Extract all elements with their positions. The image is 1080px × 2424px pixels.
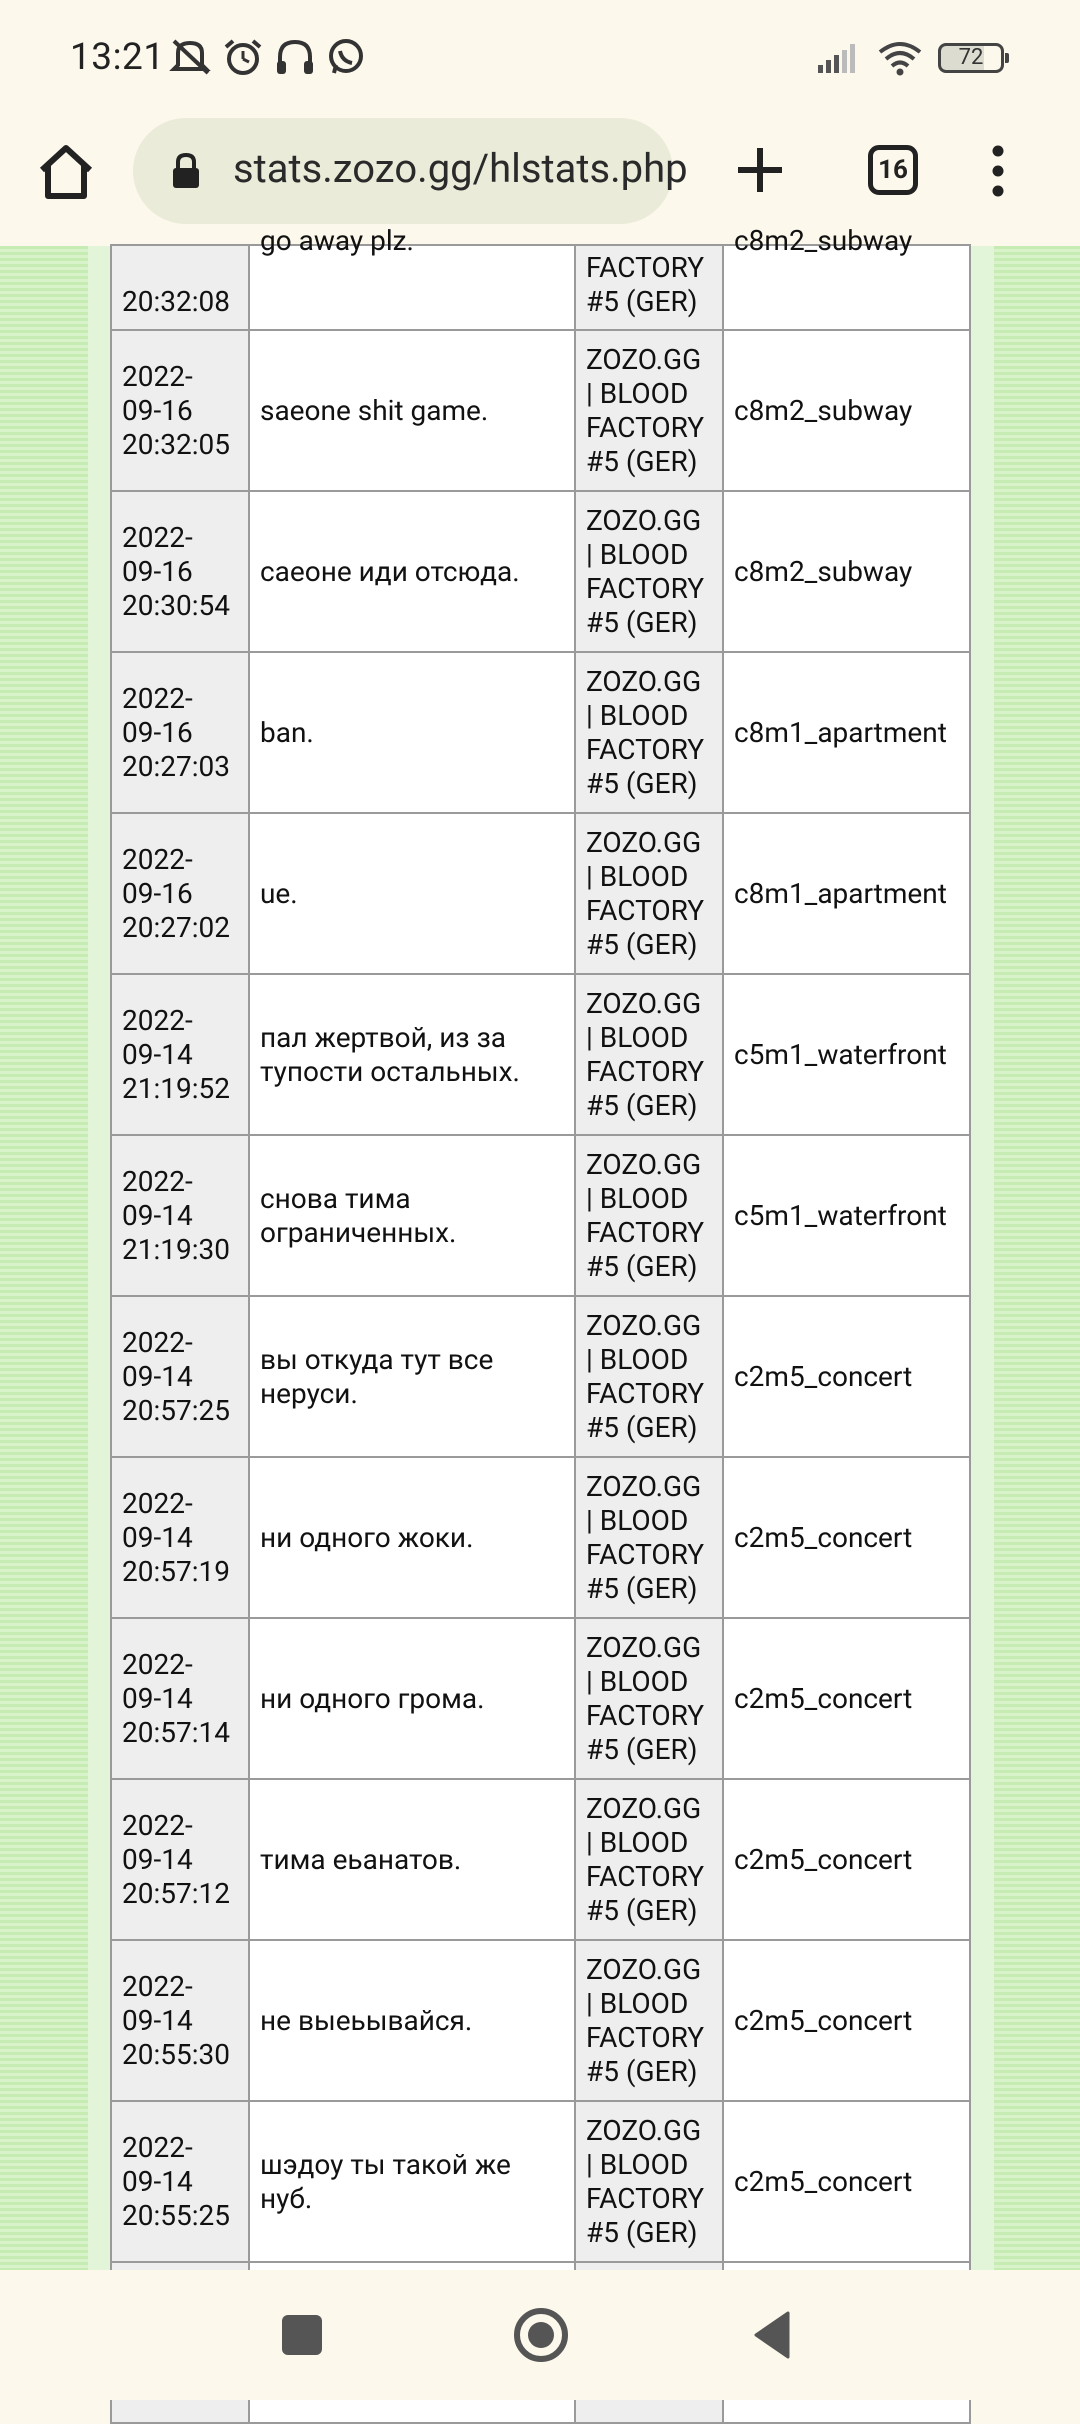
map-cell <box>723 1940 970 2101</box>
message-text: вы откуда тут все неруси. <box>260 1342 494 1410</box>
tabs-icon[interactable] <box>868 145 918 195</box>
date-line: 09-16 <box>122 876 193 910</box>
map-text: c2m5_concert <box>734 2003 913 2037</box>
date-cell <box>111 1135 249 1296</box>
notification-icons <box>168 37 366 77</box>
recents-icon[interactable] <box>282 2315 322 2355</box>
map-cell <box>723 1135 970 1296</box>
date-line: 2022- <box>122 1486 193 1520</box>
message-text: не выеьывайся. <box>260 2003 473 2037</box>
server-text: ZOZO.GG | BLOOD FACTORY #5 (GER) <box>586 342 705 478</box>
home-icon[interactable] <box>34 140 98 204</box>
table-row <box>111 245 970 330</box>
signal-icon <box>816 41 862 75</box>
map-cell <box>723 491 970 652</box>
message-cell <box>249 1618 575 1779</box>
message-text: тима еьанатов. <box>260 1842 462 1876</box>
table-row <box>111 1940 970 2101</box>
date-line: 2022- <box>122 359 193 393</box>
map-cell <box>723 330 970 491</box>
time-line: 20:57:12 <box>122 1876 230 1910</box>
table-row <box>111 974 970 1135</box>
system-icons <box>816 40 1004 76</box>
date-line: 09-14 <box>122 1037 193 1071</box>
date-line: 2022- <box>122 2130 193 2164</box>
date-line: 09-14 <box>122 2003 193 2037</box>
server-cell <box>575 813 723 974</box>
time-line: 20:30:54 <box>122 588 230 622</box>
system-nav-bar <box>0 2270 1080 2400</box>
map-cell <box>723 1457 970 1618</box>
map-cell <box>723 224 970 330</box>
map-text: c5m1_waterfront <box>734 1037 947 1071</box>
battery-icon <box>938 43 1004 73</box>
message-text: снова тима ограниченных. <box>260 1181 457 1249</box>
server-cell <box>575 652 723 813</box>
server-text: ZOZO.GG | BLOOD FACTORY #5 (GER) <box>586 2113 705 2249</box>
map-text: c5m1_waterfront <box>734 1198 947 1232</box>
table-row <box>111 2101 970 2262</box>
message-text: go away plz. <box>260 224 414 257</box>
whatsapp-icon <box>326 37 366 77</box>
table-row <box>111 1457 970 1618</box>
date-line: 2022- <box>122 1325 193 1359</box>
message-cell <box>249 224 575 330</box>
address-bar[interactable] <box>133 118 688 224</box>
battery-level: 72 <box>958 45 984 70</box>
chat-log-table <box>110 224 971 2424</box>
map-cell <box>723 1296 970 1457</box>
date-line: 2022- <box>122 1808 193 1842</box>
tab-count: 16 <box>878 155 908 185</box>
wifi-icon <box>876 40 924 76</box>
date-line: 09-14 <box>122 1842 193 1876</box>
date-line: 09-14 <box>122 1520 193 1554</box>
date-line: 09-16 <box>122 393 193 427</box>
table-row <box>111 330 970 491</box>
date-cell <box>111 1618 249 1779</box>
date-cell <box>111 491 249 652</box>
server-cell <box>575 2101 723 2262</box>
date-cell <box>111 974 249 1135</box>
message-cell <box>249 974 575 1135</box>
message-text: саеоне иди отсюда. <box>260 554 520 588</box>
map-text: c8m2_subway <box>734 393 913 427</box>
server-text: ZOZO.GG | BLOOD FACTORY #5 (GER) <box>586 1952 705 2088</box>
date-line: 09-14 <box>122 1681 193 1715</box>
message-cell <box>249 330 575 491</box>
back-icon[interactable] <box>752 2310 792 2360</box>
map-cell <box>723 2101 970 2262</box>
message-cell <box>249 813 575 974</box>
server-text: ZOZO.GG | BLOOD FACTORY #5 (GER) <box>586 1791 705 1927</box>
message-text: ue. <box>260 876 298 910</box>
server-text: ZOZO.GG | BLOOD FACTORY #5 (GER) <box>586 503 705 639</box>
message-cell <box>249 491 575 652</box>
table-row <box>111 813 970 974</box>
message-text: ни одного жоки. <box>260 1520 474 1554</box>
table-row <box>111 1618 970 1779</box>
map-text: c8m1_apartment <box>734 876 947 910</box>
message-cell <box>249 1779 575 1940</box>
date-line: 2022- <box>122 520 193 554</box>
time-line: 21:19:52 <box>122 1071 230 1105</box>
server-cell <box>575 1296 723 1457</box>
message-text: пал жертвой, из за тупости остальных. <box>260 1020 520 1088</box>
server-cell <box>575 1457 723 1618</box>
date-cell <box>111 1940 249 2101</box>
time-line: 20:32:05 <box>122 427 230 461</box>
lock-icon[interactable] <box>171 152 201 190</box>
map-text: c8m2_subway <box>734 554 913 588</box>
message-text: шэдоу ты такой же нуб. <box>260 2147 511 2215</box>
date-line: 09-16 <box>122 715 193 749</box>
message-cell <box>249 652 575 813</box>
server-cell <box>575 245 723 330</box>
server-text: ZOZO.GG | BLOOD FACTORY #5 (GER) <box>586 1308 705 1444</box>
server-text: ZOZO.GG | BLOOD FACTORY #5 (GER) <box>586 986 705 1122</box>
date-line: 09-14 <box>122 1359 193 1393</box>
alarm-icon <box>222 37 264 77</box>
server-cell <box>575 491 723 652</box>
server-text: ZOZO.GG | BLOOD FACTORY #5 (GER) <box>586 664 705 800</box>
server-cell <box>575 1940 723 2101</box>
server-text: ZOZO.GG | BLOOD FACTORY #5 (GER) <box>586 1630 705 1766</box>
map-cell <box>723 1618 970 1779</box>
map-text: c2m5_concert <box>734 1842 913 1876</box>
server-cell <box>575 974 723 1135</box>
table-row <box>111 1135 970 1296</box>
url-text[interactable]: stats.zozo.gg/hlstats.php <box>233 145 688 192</box>
table-row <box>111 1779 970 1940</box>
date-cell <box>111 330 249 491</box>
page-content[interactable] <box>0 224 1080 2270</box>
message-cell <box>249 1457 575 1618</box>
message-cell <box>249 2101 575 2262</box>
server-text: ZOZO.GG | BLOOD FACTORY #5 (GER) <box>586 1469 705 1605</box>
time-line: 20:55:25 <box>122 2198 230 2232</box>
date-text: 20:32:08 <box>122 285 230 318</box>
time-line: 20:57:25 <box>122 1393 230 1427</box>
message-cell <box>249 1940 575 2101</box>
server-text: ZOZO.GG | BLOOD FACTORY #5 (GER) <box>586 1147 705 1283</box>
map-cell <box>723 974 970 1135</box>
message-cell <box>249 1135 575 1296</box>
map-text: c8m2_subway <box>734 224 913 257</box>
server-text: FACTORY #5 (GER) <box>586 251 705 318</box>
date-line: 09-14 <box>122 1198 193 1232</box>
date-line: 2022- <box>122 681 193 715</box>
map-text: c2m5_concert <box>734 1359 913 1393</box>
date-cell <box>111 1779 249 1940</box>
time-line: 20:27:02 <box>122 910 230 944</box>
time-line: 21:19:30 <box>122 1232 230 1266</box>
time-line: 20:57:19 <box>122 1554 230 1588</box>
map-text: c2m5_concert <box>734 1520 913 1554</box>
home-circle-icon[interactable] <box>512 2306 570 2364</box>
map-cell <box>723 652 970 813</box>
server-text: ZOZO.GG | BLOOD FACTORY #5 (GER) <box>586 825 705 961</box>
status-bar <box>0 0 1080 118</box>
map-text: c2m5_concert <box>734 2164 913 2198</box>
date-line: 2022- <box>122 1003 193 1037</box>
map-cell <box>723 1779 970 1940</box>
time-line: 20:27:03 <box>122 749 230 783</box>
date-cell <box>111 1457 249 1618</box>
table-row <box>111 491 970 652</box>
server-cell <box>575 1618 723 1779</box>
date-line: 2022- <box>122 1647 193 1681</box>
map-cell <box>723 813 970 974</box>
headphones-icon <box>274 37 316 77</box>
map-text: c2m5_concert <box>734 1681 913 1715</box>
plus-icon[interactable] <box>730 140 790 200</box>
date-cell <box>111 245 249 330</box>
more-icon[interactable] <box>985 141 1011 201</box>
status-time: 13:21 <box>70 36 165 79</box>
server-cell <box>575 1135 723 1296</box>
server-cell <box>575 1779 723 1940</box>
message-text: saeone shit game. <box>260 393 489 427</box>
server-cell <box>575 330 723 491</box>
date-line: 2022- <box>122 842 193 876</box>
time-line: 20:57:14 <box>122 1715 230 1749</box>
date-cell <box>111 813 249 974</box>
message-text: ни одного грома. <box>260 1681 485 1715</box>
date-line: 2022- <box>122 1164 193 1198</box>
date-line: 2022- <box>122 1969 193 2003</box>
date-line: 09-14 <box>122 2164 193 2198</box>
date-cell <box>111 2101 249 2262</box>
message-cell <box>249 1296 575 1457</box>
time-line: 20:55:30 <box>122 2037 230 2071</box>
date-cell <box>111 652 249 813</box>
table-row <box>111 1296 970 1457</box>
mute-icon <box>168 37 212 77</box>
date-cell <box>111 1296 249 1457</box>
date-line: 09-16 <box>122 554 193 588</box>
message-text: ban. <box>260 715 314 749</box>
map-text: c8m1_apartment <box>734 715 947 749</box>
table-row <box>111 652 970 813</box>
